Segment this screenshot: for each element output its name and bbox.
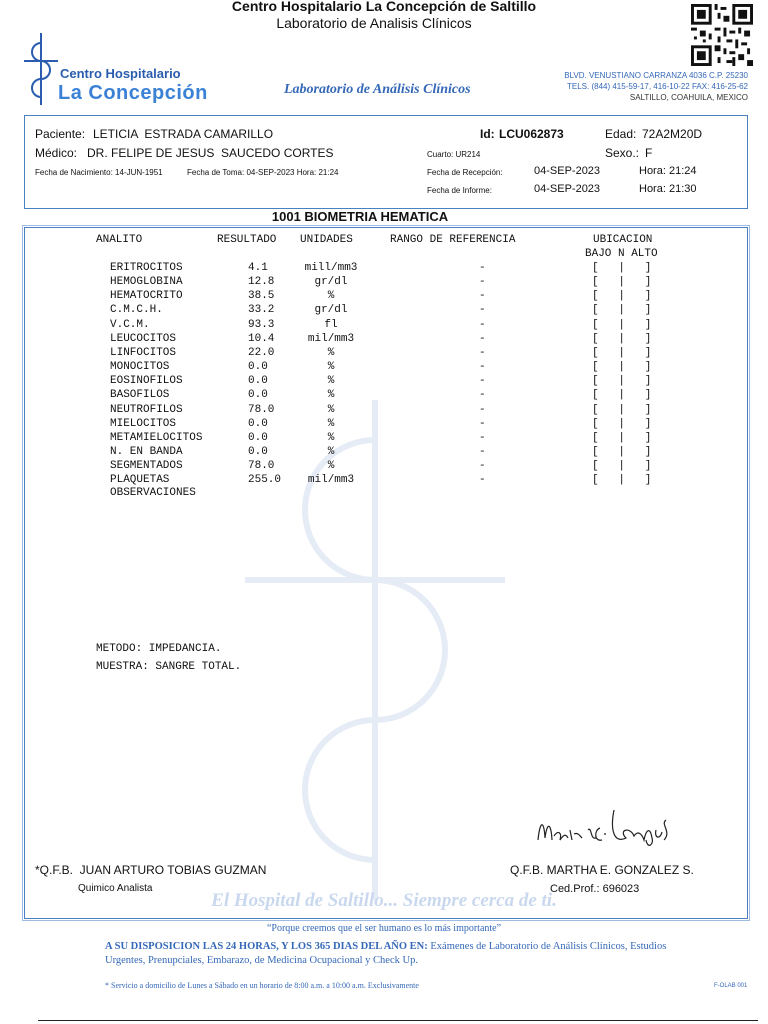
rango-separator: - [479,474,486,487]
resultado-cell: 38.5 [248,290,275,303]
ubicacion-brackets: [ | ] [592,304,652,317]
col-rango: RANGO DE REFERENCIA [390,234,516,246]
availability-services: Exámenes de Laboratorio de Análisis Clínicos, Estudios Urgentes, Prenupciales, Embarazo, de Medicina Ocupacional y Check Up. [105,941,667,966]
rango-separator: - [479,276,486,289]
ubicacion-brackets: [ | ] [592,276,652,289]
analito-cell: EOSINOFILOS [110,375,183,388]
slogan: El Hospital de Saltillo... Siempre cerca de ti. [211,890,557,911]
resultado-cell: 12.8 [248,276,275,289]
ubicacion-brackets: [ | ] [592,290,652,303]
analito-cell: V.C.M. [110,318,150,331]
informe-fecha: 04-SEP-2023 [534,183,601,195]
sexo-label: Sexo.: [605,146,640,160]
analito-cell: METAMIELOCITOS [110,431,203,444]
resultado-cell: 4.1 [248,262,268,274]
bottom-divider [38,1020,758,1021]
rango-separator: - [479,431,486,444]
unidades-cell: % [327,403,335,416]
resultado-cell: 0.0 [248,445,268,458]
study-title: 1001 BIOMETRIA HEMATICA [271,209,449,224]
ubicacion-brackets: [ | ] [592,262,652,274]
col-unidades: UNIDADES [300,234,353,246]
resultado-cell: 10.4 [248,332,275,345]
rango-separator: - [479,318,486,331]
ubicacion-brackets: [ | ] [592,361,652,374]
ubicacion-brackets: [ | ] [592,375,652,388]
analito-cell: MIELOCITOS [110,417,177,430]
unidades-cell: % [327,375,335,388]
resultado-cell: 93.3 [248,318,275,331]
unidades-cell: % [327,445,335,458]
ubicacion-brackets: [ | ] [592,417,652,430]
lab-subtitle: Laboratorio de Analisis Clínicos [276,15,472,31]
resultado-cell: 78.0 [248,460,275,473]
muestra: MUESTRA: SANGRE TOTAL. [96,661,242,673]
paciente-label: Paciente: [35,127,86,141]
analito-cell: NEUTROFILOS [110,403,183,416]
informe-label: Fecha de Informe: [427,186,492,195]
address-line3: SALTILLO, COAHUILA, MEXICO [629,93,748,102]
medico-label: Médico: [35,146,78,160]
resultado-cell: 78.0 [248,403,275,416]
rango-separator: - [479,290,486,303]
ubicacion-brackets: [ | ] [592,403,652,416]
form-code: F-OLAB 001 [714,983,748,989]
ubicacion-brackets: [ | ] [592,460,652,473]
right-signer-ced: Ced.Prof.: 696023 [550,883,640,895]
fecha-nacimiento: Fecha de Nacimiento: 14-JUN-1951 [35,168,163,177]
rango-separator: - [479,445,486,458]
right-signer-name: Q.F.B. MARTHA E. GONZALEZ S. [510,863,694,877]
resultado-cell: 0.0 [248,417,268,430]
left-signer-name: *Q.F.B. JUAN ARTURO TOBIAS GUZMAN [35,863,267,877]
ubicacion-brackets: [ | ] [592,445,652,458]
unidades-cell: % [327,389,335,402]
qr-code-icon [691,4,753,66]
unidades-cell: % [327,290,335,303]
analito-cell: LINFOCITOS [110,346,177,359]
col-ubicacion: UBICACION [593,234,653,246]
observaciones-label: OBSERVACIONES [110,487,196,499]
rango-separator: - [479,375,486,388]
analito-cell: BASOFILOS [110,389,170,402]
resultado-cell: 22.0 [248,346,275,359]
unidades-cell: gr/dl [314,276,348,289]
analito-cell: MONOCITOS [110,361,170,374]
address-line2: TELS. (844) 415-59-17, 416-10-22 FAX: 416-25-62 [567,82,748,91]
logo-line2: La Concepción [58,82,208,104]
fecha-toma: Fecha de Toma: 04-SEP-2023 Hora: 21:24 [187,168,339,177]
recepcion-fecha: 04-SEP-2023 [534,165,601,177]
resultado-cell: 33.2 [248,304,275,317]
analito-cell: LEUCOCITOS [110,332,177,345]
hospital-logo-icon [22,33,60,105]
rango-separator: - [479,361,486,374]
unidades-cell: % [327,417,335,430]
recepcion-hora: Hora: 21:24 [639,165,697,177]
resultado-cell: 0.0 [248,389,268,402]
availability-bold: A SU DISPOSICION LAS 24 HORAS, Y LOS 365 DIAS DEL AÑO EN: [105,941,428,952]
rango-separator: - [479,417,486,430]
ubicacion-brackets: [ | ] [592,332,652,345]
ubicacion-brackets: [ | ] [592,431,652,444]
unidades-cell: % [327,346,335,359]
edad-label: Edad: [605,127,637,141]
unidades-cell: mill/mm3 [304,262,358,274]
logo-line1: Centro Hospitalario [60,66,181,81]
hospital-title: Centro Hospitalario La Concepción de Saltillo [231,0,537,14]
edad-value: 72A2M20D [642,127,703,141]
rango-separator: - [479,304,486,317]
patient-info-box [24,115,748,209]
ubicacion-brackets: [ | ] [592,318,652,331]
rango-separator: - [479,262,486,274]
analito-cell: ERITROCITOS [110,262,183,274]
rango-separator: - [479,403,486,416]
col-analito: ANALITO [96,234,143,246]
unidades-cell: mil/mm3 [307,332,355,345]
availability-text [105,940,705,968]
ubicacion-brackets: [ | ] [592,346,652,359]
recepcion-label: Fecha de Recepción: [427,168,503,177]
analito-cell: C.M.C.H. [110,304,163,317]
col-bajo-n-alto: BAJO N ALTO [585,248,658,260]
ubicacion-brackets: [ | ] [592,474,652,487]
id-label: Id: [480,127,495,141]
footer-quote: “Porque creemos que el ser humano es lo más importante” [266,923,502,934]
unidades-cell: fl [324,318,338,331]
analito-cell: HEMATOCRITO [110,290,183,303]
left-signer-role: Quimico Analista [78,883,153,894]
unidades-cell: % [327,460,335,473]
unidades-cell: % [327,431,335,444]
rango-separator: - [479,389,486,402]
home-service-note: * Servicio a domicilio de Lunes a Sábado en un horario de 8:00 a.m. a 10:00 a.m. Exclusivamente [105,981,419,990]
address-line1: BLVD. VENUSTIANO CARRANZA 4036 C.P. 25230 [564,71,748,80]
resultado-cell: 0.0 [248,361,268,374]
sexo-value: F [645,146,653,160]
resultado-cell: 255.0 [248,474,282,487]
signature-image [530,800,690,860]
informe-hora: Hora: 21:30 [639,183,697,195]
address-block [564,70,748,103]
paciente-name: LETICIA ESTRADA CAMARILLO [93,127,274,141]
metodo: METODO: IMPEDANCIA. [96,643,222,655]
rango-separator: - [479,460,486,473]
unidades-cell: mil/mm3 [307,474,355,487]
col-resultado: RESULTADO [217,234,277,246]
analito-cell: N. EN BANDA [110,445,183,458]
cuarto: Cuarto: UR214 [427,150,481,159]
unidades-cell: gr/dl [314,304,348,317]
medico-name: DR. FELIPE DE JESUS SAUCEDO CORTES [87,146,334,160]
ubicacion-brackets: [ | ] [592,389,652,402]
resultado-cell: 0.0 [248,375,268,388]
lab-name: Laboratorio de Análisis Clínicos [284,82,471,97]
analito-cell: SEGMENTADOS [110,460,183,473]
resultado-cell: 0.0 [248,431,268,444]
patient-id: LCU062873 [499,127,564,141]
analito-cell: HEMOGLOBINA [110,276,183,289]
analito-cell: PLAQUETAS [110,474,170,487]
rango-separator: - [479,346,486,359]
rango-separator: - [479,332,486,345]
unidades-cell: % [327,361,335,374]
